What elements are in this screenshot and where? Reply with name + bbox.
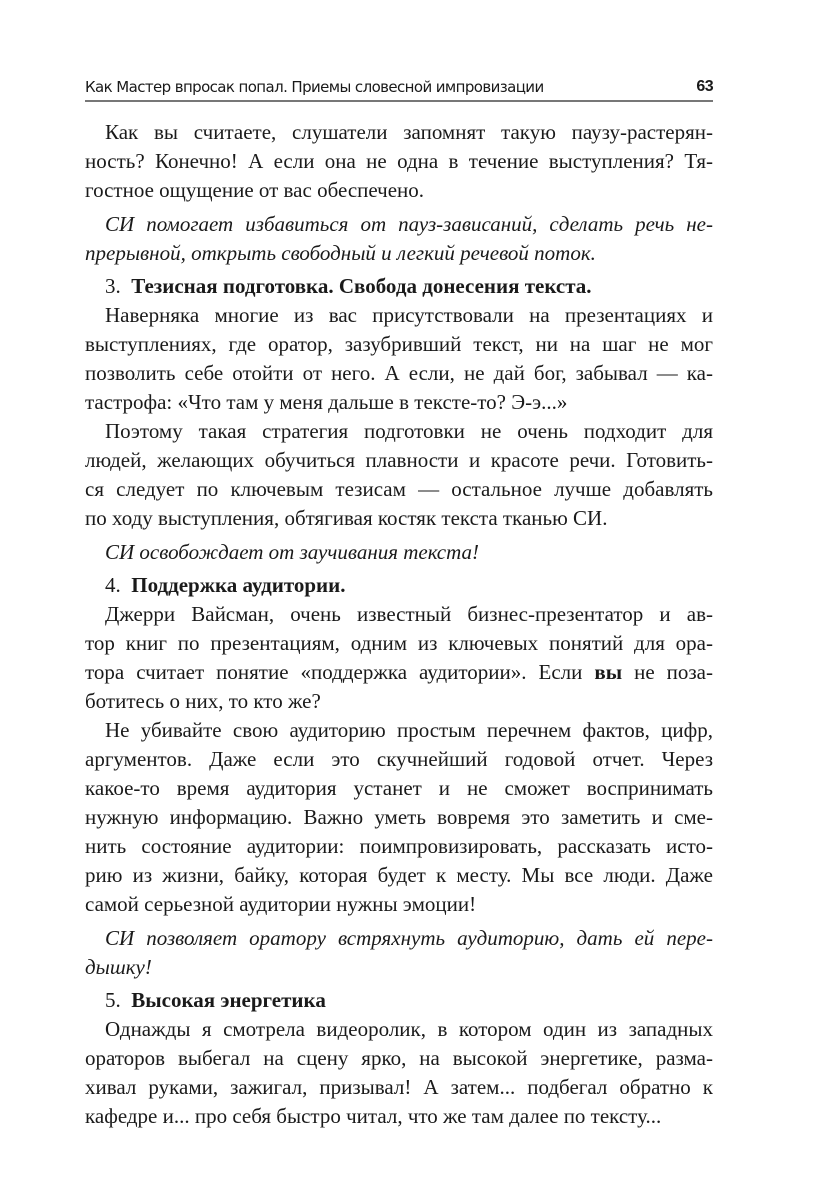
text-line: нить состояние аудитории: поимпровизировать, рассказать исто- bbox=[85, 834, 713, 858]
italic-summary bbox=[85, 924, 713, 982]
text-line: СИ позволяет оратору встряхнуть аудиторию, дать ей пере- bbox=[105, 926, 713, 950]
text-line: СИ помогает избавиться от пауз-зависаний, сделать речь не- bbox=[105, 212, 713, 236]
text-line: самой серьезной аудитории нужны эмоции! bbox=[85, 892, 477, 916]
text-line: Не убивайте свою аудиторию простым перечнем фактов, цифр, bbox=[105, 718, 713, 742]
running-header bbox=[85, 76, 713, 102]
section-heading bbox=[85, 986, 713, 1015]
text-line: кафедре и... про себя быстро читал, что же там далее по тексту... bbox=[85, 1104, 662, 1128]
text-line: по ходу выступления, обтягивая костяк текста тканью СИ. bbox=[85, 506, 608, 530]
text-line: позволить себе отойти от него. А если, не дай бог, забывал — ка- bbox=[85, 361, 713, 385]
section-title: Высокая энергетика bbox=[131, 988, 326, 1012]
text-line: хивал руками, зажигал, призывал! А затем... подбегал обратно к bbox=[85, 1075, 713, 1099]
text-segment: тора считает понятие «поддержка аудитории». Если bbox=[85, 660, 595, 684]
text-line: ность? Конечно! А если она не одна в течение выступления? Тя- bbox=[85, 149, 713, 173]
text-line bbox=[85, 658, 713, 687]
italic-summary bbox=[85, 538, 713, 567]
page-number: 63 bbox=[696, 78, 713, 95]
paragraph bbox=[85, 600, 713, 716]
text-line: ботитесь о них, то кто же? bbox=[85, 689, 321, 713]
page-body bbox=[85, 118, 713, 1131]
paragraph bbox=[85, 417, 713, 533]
text-line: какое-то время аудитория устанет и не сможет воспринимать bbox=[85, 776, 713, 800]
text-line: Как вы считаете, слушатели запомнят такую паузу-растерян- bbox=[105, 120, 713, 144]
section-number: 5. bbox=[105, 988, 121, 1012]
bold-word: вы bbox=[594, 660, 623, 684]
text-line: дышку! bbox=[85, 955, 152, 979]
text-segment: не поза- bbox=[622, 660, 713, 684]
section-number: 3. bbox=[105, 274, 121, 298]
text-line: гостное ощущение от вас обеспечено. bbox=[85, 178, 425, 202]
text-line: Наверняка многие из вас присутствовали на презентациях и bbox=[105, 303, 713, 327]
text-line: Поэтому такая стратегия подготовки не очень подходит для bbox=[105, 419, 713, 443]
text-line: рию из жизни, байку, которая будет к месту. Мы все люди. Даже bbox=[85, 863, 713, 887]
section-number: 4. bbox=[105, 573, 121, 597]
text-line: тор книг по презентациям, одним из ключевых понятий для ора- bbox=[85, 631, 713, 655]
text-line: Джерри Вайсман, очень известный бизнес-презентатор и ав- bbox=[105, 602, 713, 626]
paragraph bbox=[85, 301, 713, 417]
text-line: нужную информацию. Важно уметь вовремя это заметить и сме- bbox=[85, 805, 713, 829]
text-line: выступлениях, где оратор, зазубривший текст, ни на шаг не мог bbox=[85, 332, 713, 356]
paragraph bbox=[85, 118, 713, 205]
text-line: Однажды я смотрела видеоролик, в котором один из западных bbox=[105, 1017, 713, 1041]
section-heading bbox=[85, 571, 713, 600]
section-title: Тезисная подготовка. Свобода донесения текста. bbox=[131, 274, 592, 298]
text-line: СИ освобождает от заучивания текста! bbox=[105, 540, 480, 564]
text-line: людей, желающих обучиться плавности и красоте речи. Готовить- bbox=[85, 448, 713, 472]
section-heading bbox=[85, 272, 713, 301]
paragraph bbox=[85, 716, 713, 919]
italic-summary bbox=[85, 210, 713, 268]
text-line: ся следует по ключевым тезисам — остальное лучше добавлять bbox=[85, 477, 713, 501]
text-line: аргументов. Даже если это скучнейший годовой отчет. Через bbox=[85, 747, 713, 771]
text-line: прерывной, открыть свободный и легкий речевой поток. bbox=[85, 241, 596, 265]
text-line: тастрофа: «Что там у меня дальше в тексте-то? Э-э...» bbox=[85, 390, 568, 414]
running-title: Как Мастер впросак попал. Приемы словесной импровизации bbox=[85, 78, 544, 96]
text-line: ораторов выбегал на сцену ярко, на высокой энергетике, разма- bbox=[85, 1046, 713, 1070]
section-title: Поддержка аудитории. bbox=[131, 573, 346, 597]
paragraph bbox=[85, 1015, 713, 1131]
